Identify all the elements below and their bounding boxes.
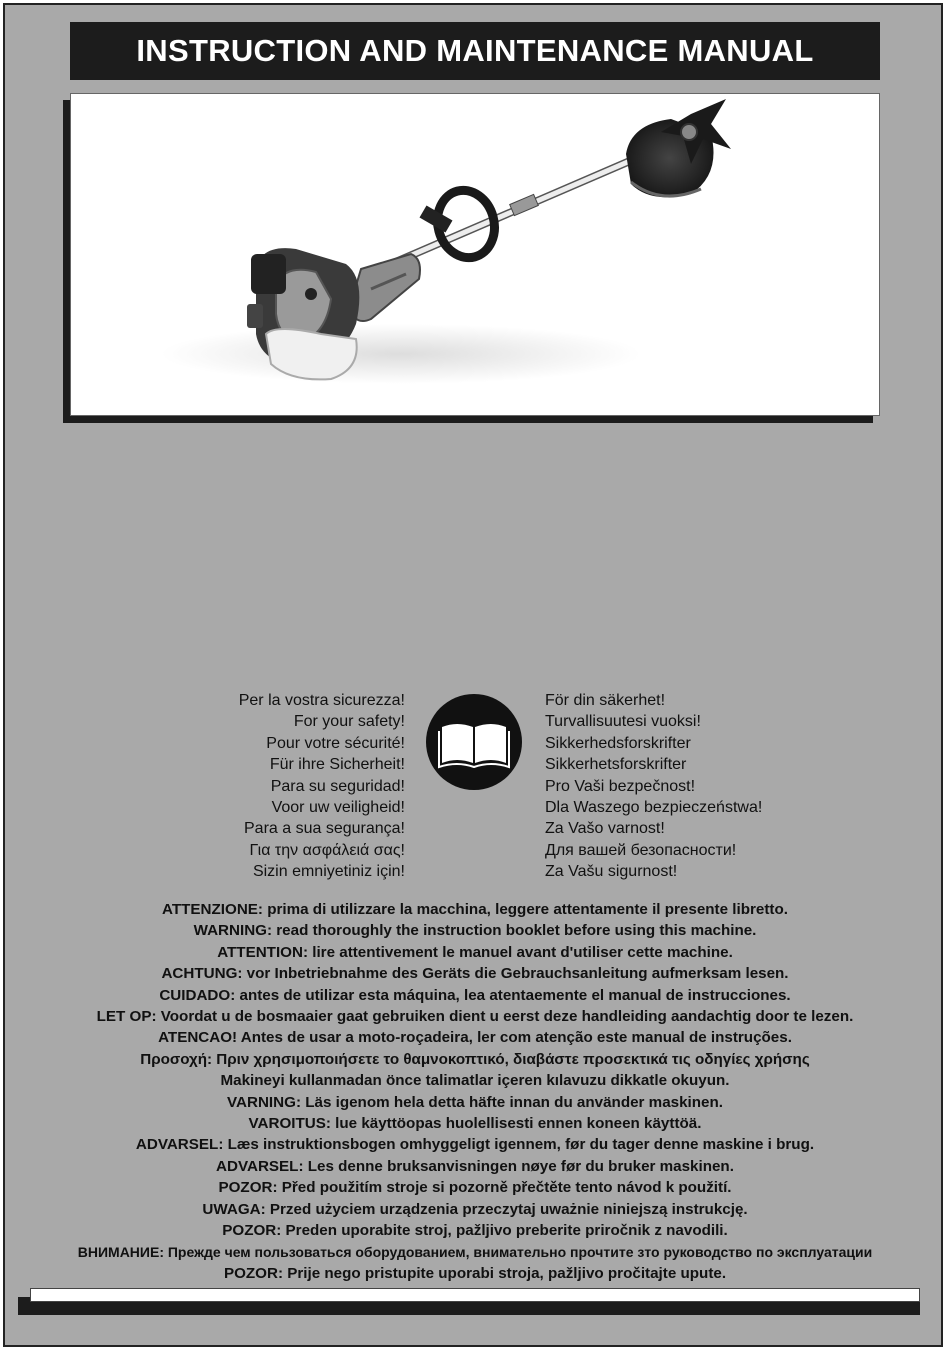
warning-line: POZOR: Prije nego pristupite uporabi stroja, pažljivo pročitajte upute. [223,1264,727,1282]
safety-line: För din säkerhet! [545,692,666,709]
warning-line: WARNING: read thoroughly the instruction booklet before using this machine. [193,922,757,940]
safety-line: Für ihre Sicherheit! [269,756,405,774]
warning-line: CUIDADO: antes de utilizar esta máquina, lea atentaemente el manual de instrucciones. [159,986,791,1004]
safety-line: Turvallisuutesi vuoksi! [545,713,701,731]
safety-line: Za Vašu sigurnost! [545,863,678,881]
warning-line: ADVARSEL: Læs instruktionsbogen omhyggeligt igennem, før du tager denne maskine i brug. [135,1136,815,1154]
multilingual-warnings [5,899,945,1284]
safety-line: Za Vašo varnost! [545,820,665,838]
brush-cutter-illustration [71,94,880,416]
warning-line: ATTENZIONE: prima di utilizzare la macchina, leggere attentamente il presente libretto. [162,901,788,918]
warning-line: ВНИМАНИЕ: Прежде чем пользоваться оборудованием, внимательно прочтите зто руководство по эксплуатации [77,1243,873,1260]
safety-line: Pro Vaši bezpečnost! [545,777,696,795]
safety-line: Sikkerhedsforskrifter [545,734,691,752]
safety-line: Voor uw veiligheid! [271,799,405,817]
document-title: INSTRUCTION AND MAINTENANCE MANUAL [70,22,880,80]
safety-line: Pour votre sécurité! [266,734,405,752]
warning-line: POZOR: Před použitím stroje si pozorně přečtěte tento návod k použití. [218,1179,732,1197]
warning-line: VAROITUS: lue käyttöopas huolellisesti ennen koneen käyttöä. [248,1115,702,1133]
safety-line: Sikkerhetsforskrifter [545,756,687,774]
warning-line: VARNING: Läs igenom hela detta häfte innan du använder maskinen. [227,1093,723,1111]
warning-line: ATTENTION: lire attentivement le manuel avant d'utiliser cette machine. [217,943,733,961]
warning-line: ATENCAO! Antes de usar a moto-roçadeira, ler com atenção este manual de instruções. [158,1029,792,1047]
warning-line: POZOR: Preden uporabite stroj, pažljivo preberite priročnik z navodili. [222,1222,728,1240]
safety-messages-right [545,690,835,883]
product-photo [70,93,880,416]
safety-line: For your safety! [293,713,405,731]
warning-line: UWAGA: Przed użyciem urządzenia przeczytaj uważnie niniejszą instrukcję. [202,1200,748,1218]
safety-messages-left [150,690,405,883]
warning-line: Makineyi kullanmadan önce talimatlar içeren kılavuzu dikkatle okuyun. [220,1072,730,1090]
safety-line: Para a sua segurança! [244,820,405,838]
safety-line: Per la vostra sicurezza! [238,692,405,709]
safety-line: Для вашей безопасности! [545,841,737,859]
safety-line: Para su seguridad! [270,777,405,795]
warning-line: ACHTUNG: vor Inbetriebnahme des Geräts die Gebrauchsanleitung aufmerksam lesen. [161,965,789,983]
safety-line: Dla Waszego bezpieczeństwa! [545,799,763,817]
safety-line: Sizin emniyetiniz için! [252,863,405,881]
warning-line: LET OP: Voordat u de bosmaaier gaat gebruiken dient u eerst deze handleiding aandachtig door te lezen. [96,1008,854,1026]
warning-line: Προσοχή: Πριν χρησιμοποιήσετε το θαμνοκοπτικό, διαβάστε προσεκτικά τις οδηγίες χρήσης [140,1050,810,1068]
safety-line: Για την ασφάλειά σας! [249,841,405,859]
open-book-icon [425,693,523,791]
bottom-bar [30,1288,920,1302]
warning-line: ADVARSEL: Les denne bruksanvisningen nøye før du bruker maskinen. [216,1157,734,1175]
